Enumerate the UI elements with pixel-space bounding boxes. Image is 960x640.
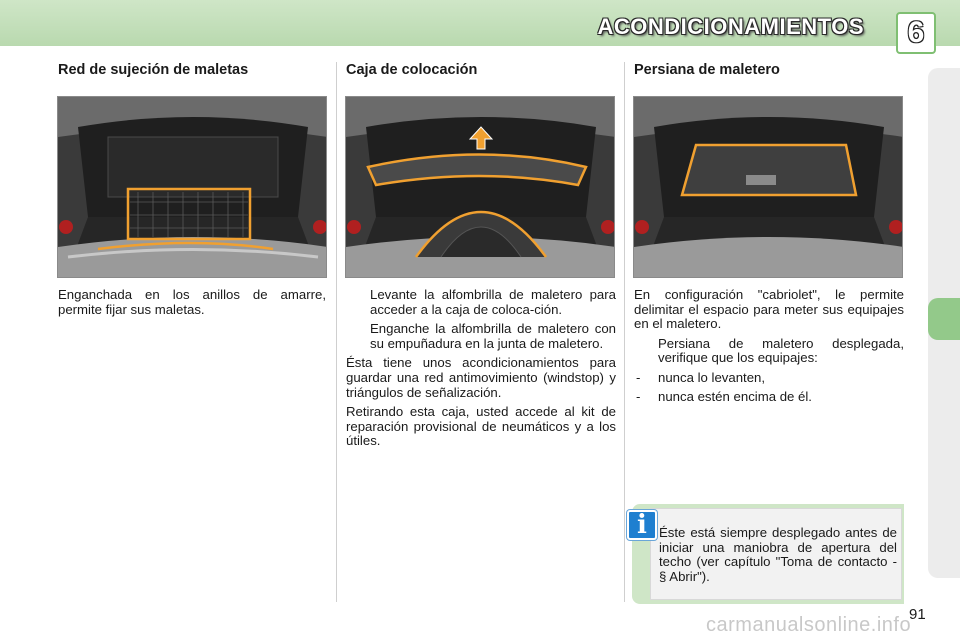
chapter-number-badge: 6 xyxy=(896,12,936,54)
arrow-bullet-icon xyxy=(346,322,370,351)
paragraph: Retirando esta caja, usted accede al kit de reparación provisional de neumáticos y a los útiles. xyxy=(346,404,616,449)
chapter-tab-marker[interactable] xyxy=(928,298,960,340)
section-title-luggage-net: Red de sujeción de maletas xyxy=(58,62,249,78)
dash-bullet: - xyxy=(636,388,641,404)
column-divider xyxy=(624,62,625,602)
storage-box-photo xyxy=(345,96,615,278)
arrow-bullet-icon xyxy=(634,337,658,366)
luggage-net-photo xyxy=(57,96,327,278)
page-title: ACONDICIONAMIENTOS xyxy=(597,14,864,39)
dash-item: - nunca lo levanten, xyxy=(636,369,766,385)
luggage-net-text xyxy=(58,288,326,322)
dash-bullet: - xyxy=(636,369,641,385)
section-title-luggage-cover: Persiana de maletero xyxy=(634,62,780,78)
paragraph: Enganchada en los anillos de amarre, permite fijar sus maletas. xyxy=(58,287,326,317)
bullet-item: Levante la alfombrilla de maletero para acceder a la caja de coloca-ción. xyxy=(346,288,616,317)
luggage-cover-text xyxy=(634,288,904,408)
arrow-bullet-icon xyxy=(346,288,370,317)
info-icon: i xyxy=(627,510,657,540)
paragraph: En configuración "cabriolet", le permite delimitar el espacio para meter sus equipajes en el maletero. xyxy=(634,287,904,332)
section-title-storage-box: Caja de colocación xyxy=(346,62,478,78)
storage-box-text xyxy=(346,288,616,454)
watermark: carmanualsonline.info xyxy=(706,614,912,636)
luggage-cover-photo xyxy=(633,96,903,278)
bullet-item: Enganche la alfombrilla de maletero con su empuñadura en la junta de maletero. xyxy=(346,322,616,351)
page-number: 91 xyxy=(909,606,926,623)
bullet-item: Persiana de maletero desplegada, verifique que los equipajes: xyxy=(634,337,904,366)
info-text: Éste está siempre desplegado antes de iniciar una maniobra de apertura del techo (ver capítulo "Toma de contacto - § Abrir"). xyxy=(659,525,897,584)
dash-item: - nunca estén encima de él. xyxy=(636,388,812,404)
column-divider xyxy=(336,62,337,602)
paragraph: Ésta tiene unos acondicionamientos para guardar una red antimovimiento (windstop) y triángulos de señalización. xyxy=(346,355,616,400)
